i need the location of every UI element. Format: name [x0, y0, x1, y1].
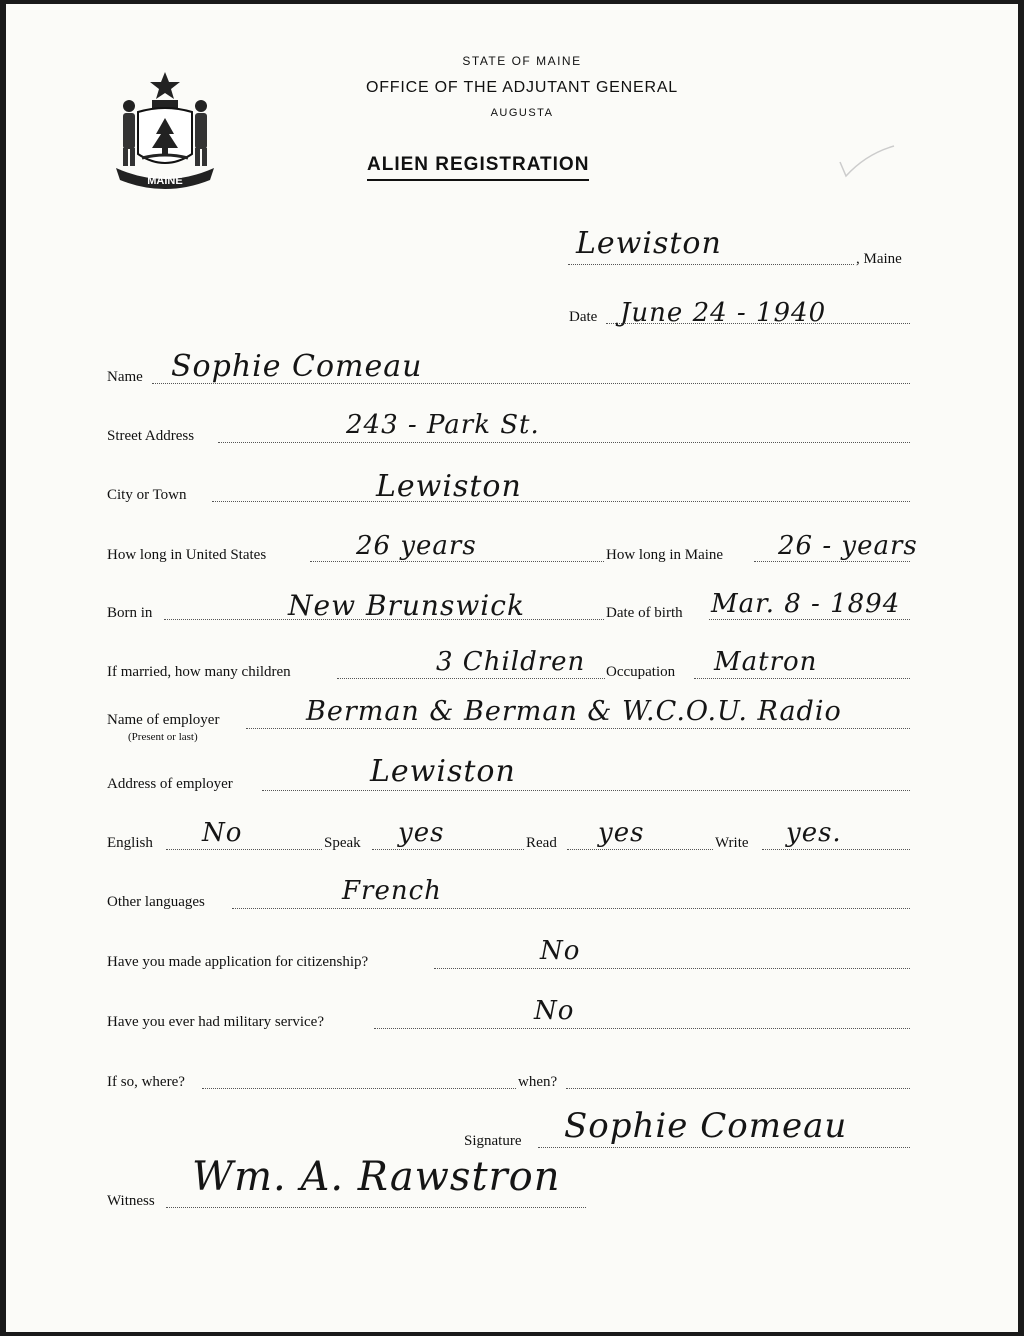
street-value: 243 - Park St.: [346, 410, 540, 440]
name-value: Sophie Comeau: [171, 349, 423, 384]
write-value: yes.: [786, 818, 842, 848]
seal-ribbon-text: MAINE: [147, 175, 183, 187]
children-value: 3 Children: [436, 647, 586, 677]
employer-sublabel: (Present or last): [128, 731, 198, 743]
other-languages-line: [232, 908, 910, 909]
married-label: If married, how many children: [107, 664, 291, 680]
write-line: [762, 849, 910, 850]
when-line: [566, 1088, 910, 1089]
speak-value: yes: [398, 818, 445, 848]
speak-label: Speak: [324, 835, 361, 851]
how-long-me-line: [754, 561, 910, 562]
english-label: English: [107, 835, 153, 851]
how-long-me-value: 26 - years: [778, 531, 918, 561]
dob-label: Date of birth: [606, 605, 683, 621]
date-label: Date: [569, 309, 598, 325]
employer-value: Berman & Berman & W.C.O.U. Radio: [306, 696, 842, 727]
city-value: Lewiston: [376, 469, 522, 504]
witness-label: Witness: [107, 1193, 155, 1209]
when-label: when?: [518, 1074, 558, 1090]
read-line: [567, 849, 713, 850]
how-long-us-label: How long in United States: [107, 547, 267, 563]
street-label: Street Address: [107, 428, 195, 444]
name-label: Name: [107, 369, 143, 385]
witness-value: Wm. A. Rawstron: [192, 1154, 561, 1200]
registration-form: [6, 4, 1018, 1332]
town-line: [568, 264, 854, 265]
employer-address-label: Address of employer: [107, 776, 233, 792]
born-in-value: New Brunswick: [288, 589, 525, 622]
maine-seal-icon: [110, 68, 220, 193]
city-label: City or Town: [107, 487, 187, 503]
military-label: Have you ever had military service?: [107, 1014, 324, 1030]
if-so-where-label: If so, where?: [107, 1074, 185, 1090]
read-label: Read: [526, 835, 557, 851]
married-line: [337, 678, 605, 679]
other-languages-value: French: [342, 876, 442, 906]
signature-label: Signature: [464, 1133, 522, 1149]
speak-line: [372, 849, 524, 850]
occupation-line: [694, 678, 910, 679]
born-in-label: Born in: [107, 605, 153, 621]
write-label: Write: [715, 835, 749, 851]
form-title: ALIEN REGISTRATION: [367, 154, 589, 181]
office-heading: OFFICE OF THE ADJUTANT GENERAL: [365, 79, 679, 96]
military-line: [374, 1028, 910, 1029]
english-value: No: [202, 818, 243, 848]
how-long-us-line: [310, 561, 604, 562]
town-value: Lewiston: [576, 226, 722, 261]
maine-label: , Maine: [856, 251, 902, 267]
signature-value: Sophie Comeau: [564, 1106, 848, 1146]
employer-address-line: [262, 790, 910, 791]
state-heading: STATE OF MAINE: [462, 54, 582, 68]
employer-label: Name of employer: [107, 712, 220, 728]
city-heading: AUGUSTA: [490, 107, 554, 119]
if-so-where-line: [202, 1088, 516, 1089]
occupation-value: Matron: [714, 647, 818, 677]
how-long-us-value: 26 years: [356, 531, 477, 561]
other-languages-label: Other languages: [107, 894, 205, 910]
employer-line: [246, 728, 910, 729]
how-long-me-label: How long in Maine: [606, 547, 724, 563]
read-value: yes: [598, 818, 645, 848]
signature-line: [538, 1147, 910, 1148]
employer-address-value: Lewiston: [370, 754, 516, 789]
city-line: [212, 501, 910, 502]
dob-value: Mar. 8 - 1894: [711, 589, 901, 619]
check-mark-icon: [836, 144, 896, 184]
occupation-label: Occupation: [606, 664, 676, 680]
witness-line: [166, 1207, 586, 1208]
street-line: [218, 442, 910, 443]
date-value: June 24 - 1940: [620, 298, 827, 328]
english-line: [166, 849, 322, 850]
dob-line: [709, 619, 910, 620]
citizenship-line: [434, 968, 910, 969]
citizenship-label: Have you made application for citizenship?: [107, 954, 369, 970]
citizenship-value: No: [540, 936, 581, 966]
military-value: No: [534, 996, 575, 1026]
